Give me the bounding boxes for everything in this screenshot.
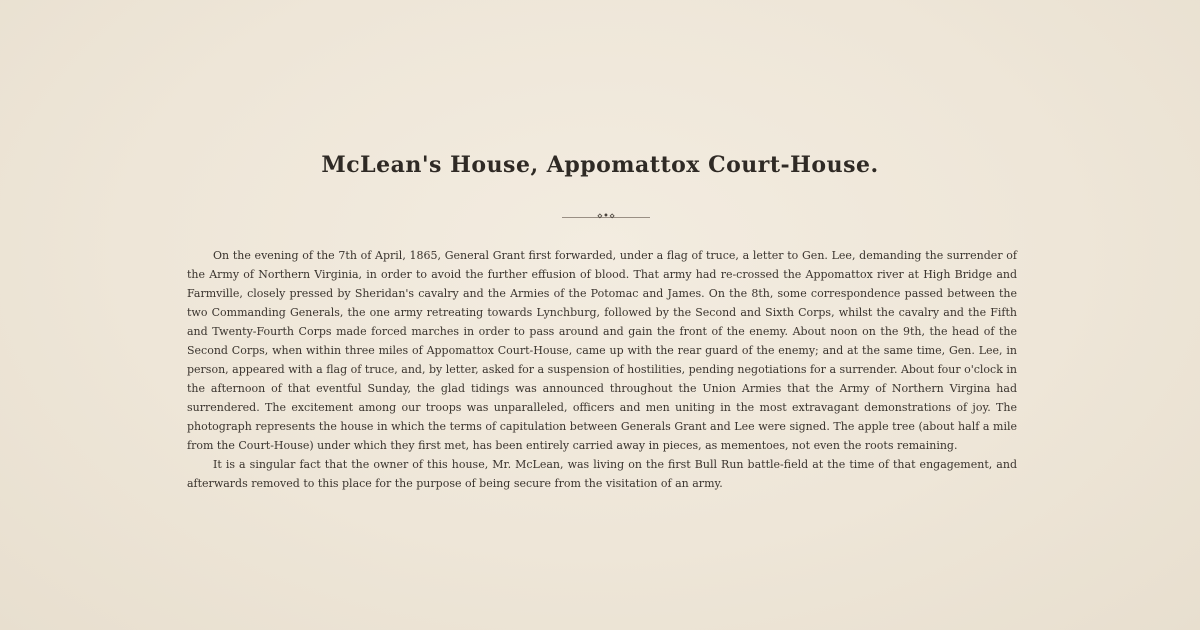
page-title: McLean's House, Appomattox Court-House. <box>321 152 879 178</box>
divider-ornament-icon: ⋄•⋄ <box>596 211 616 222</box>
body-text <box>187 246 1017 493</box>
paragraph-2: It is a singular fact that the owner of this house, Mr. McLean, was living on the first Bull Run battle-field at the time of that engagement, and afterwards removed to this place for the purpose of being secure from the visitation of an army. <box>187 458 1017 490</box>
paragraph-1: On the evening of the 7th of April, 1865, General Grant first forwarded, under a flag of truce, a letter to Gen. Lee, demanding the surrender of the Army of Northern Virginia, in order to avoid the further effusion of blood. That army had re-crossed the Appomattox river at High Bridge and Farmville, closely pressed by Sheridan's cavalry and the Armies of the Potomac and James. On the 8th, some correspondence passed between the two Commanding Generals, the one army retreating towards Lynchburg, followed by the Second and Sixth Corps, whilst the cavalry and the Fifth and Twenty-Fourth Corps made forced marches in order to pass around and gain the front of the enemy. About noon on the 9th, the head of the Second Corps, when within three miles of Appomattox Court-House, came up with the rear guard of the enemy; and at the same time, Gen. Lee, in person, appeared with a flag of truce, and, by letter, asked for a suspension of hostilities, pending negotiations for a surrender. About four o'clock in the afternoon of that eventful Sunday, the glad tidings was announced throughout the Union Armies that the Army of Northern Virgina had surrendered. The excitement among our troops was unparalleled, officers and men uniting in the most extravagant demonstrations of joy. The photograph represents the house in which the terms of capitulation between Generals Grant and Lee were signed. The apple tree (about half a mile from the Court-House) under which they first met, has been entirely carried away in pieces, as mementoes, not even the roots remaining. <box>187 249 1017 452</box>
